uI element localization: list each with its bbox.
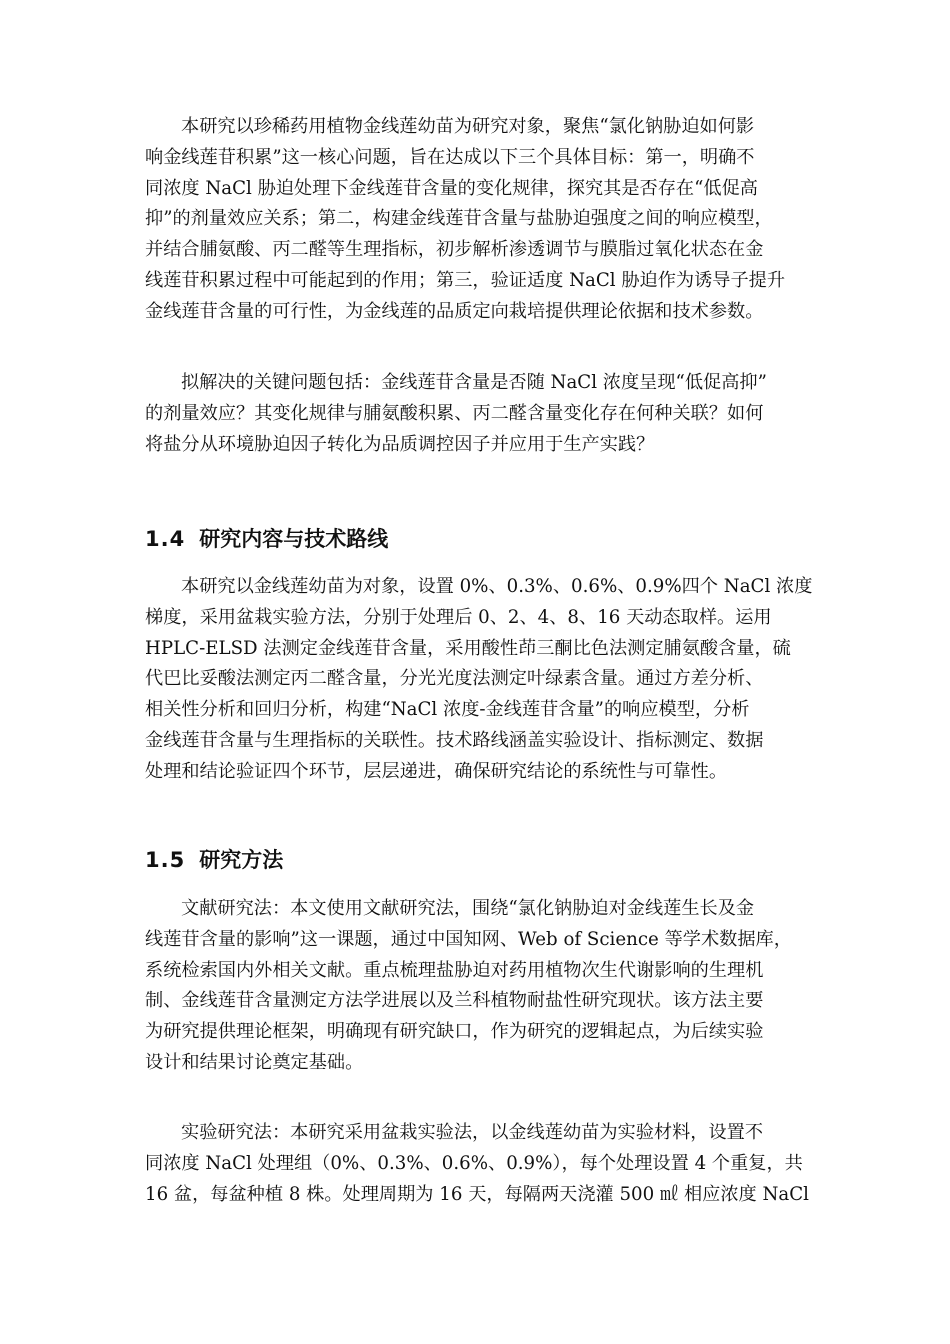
text-line: 文献研究法：本文使用文献研究法，围绕“氯化钠胁迫对金线莲生长及金: [181, 898, 755, 919]
text-line: 响金线莲苷积累”这一核心问题，旨在达成以下三个具体目标：第一，明确不: [145, 146, 755, 168]
text-line: 系统检索国内外相关文献。重点梳理盐胁迫对药用植物次生代谢影响的生理机: [145, 959, 764, 981]
text-line: 线莲苷含量的影响”这一课题，通过中国知网、Web of Science 等学术数据库，: [145, 928, 792, 950]
section-title: 研究内容与技术路线: [199, 527, 389, 551]
text-line: 16 盆，每盆种植 8 株。处理周期为 16 天，每隔两天浇灌 500 ㎖ 相应浓度 NaCl: [145, 1183, 809, 1205]
text-line: 并结合脯氨酸、丙二醛等生理指标，初步解析渗透调节与膜脂过氧化状态在金: [145, 239, 764, 261]
text-line: 拟解决的关键问题包括：金线莲苷含量是否随 NaCl 浓度呈现“低促高抑”: [181, 372, 767, 393]
paragraph-research-content: [145, 572, 812, 788]
section-number: 1.4: [145, 527, 186, 551]
text-line: 代巴比妥酸法测定丙二醛含量，分光光度法测定叶绿素含量。通过方差分析、: [145, 668, 764, 690]
text-line: 金线莲苷含量的可行性，为金线莲的品质定向栽培提供理论依据和技术参数。: [145, 300, 764, 322]
text-line: 制、金线莲苷含量测定方法学进展以及兰科植物耐盐性研究现状。该方法主要: [145, 990, 764, 1012]
text-line: 同浓度 NaCl 胁迫处理下金线莲苷含量的变化规律，探究其是否存在“低促高: [145, 177, 758, 199]
paragraph-experimental-method: [145, 1118, 809, 1210]
section-number: 1.5: [145, 848, 186, 872]
text-line: HPLC-ELSD 法测定金线莲苷含量，采用酸性茚三酮比色法测定脯氨酸含量，硫: [145, 637, 791, 659]
text-line: 实验研究法：本研究采用盆栽实验法，以金线莲幼苗为实验材料，设置不: [181, 1122, 764, 1143]
text-line: 本研究以珍稀药用植物金线莲幼苗为研究对象，聚焦“氯化钠胁迫如何影: [181, 116, 755, 137]
text-line: 梯度，采用盆栽实验方法，分别于处理后 0、2、4、8、16 天动态取样。运用: [145, 606, 772, 628]
paragraph-research-objectives: [145, 112, 785, 328]
text-line: 将盐分从环境胁迫因子转化为品质调控因子并应用于生产实践？: [145, 433, 655, 455]
text-line: 同浓度 NaCl 处理组（0%、0.3%、0.6%、0.9%），每个处理设置 4 个重复，共: [145, 1152, 803, 1174]
paragraph-literature-method: [145, 894, 792, 1079]
paragraph-key-questions: [145, 368, 767, 460]
text-line: 的剂量效应？其变化规律与脯氨酸积累、丙二醛含量变化存在何种关联？如何: [145, 402, 764, 424]
section-heading-1-5: [145, 845, 283, 875]
text-line: 相关性分析和回归分析，构建“NaCl 浓度-金线莲苷含量”的响应模型，分析: [145, 699, 750, 721]
text-line: 线莲苷积累过程中可能起到的作用；第三，验证适度 NaCl 胁迫作为诱导子提升: [145, 269, 786, 291]
section-title: 研究方法: [199, 848, 284, 872]
text-line: 本研究以金线莲幼苗为对象，设置 0%、0.3%、0.6%、0.9%四个 NaCl 浓度: [181, 576, 813, 597]
text-line: 处理和结论验证四个环节，层层递进，确保研究结论的系统性与可靠性。: [145, 760, 728, 782]
text-line: 抑”的剂量效应关系；第二，构建金线莲苷含量与盐胁迫强度之间的响应模型，: [145, 208, 773, 230]
text-line: 为研究提供理论框架，明确现有研究缺口，作为研究的逻辑起点，为后续实验: [145, 1021, 764, 1043]
section-heading-1-4: [145, 524, 388, 554]
text-line: 设计和结果讨论奠定基础。: [145, 1051, 364, 1073]
text-line: 金线莲苷含量与生理指标的关联性。技术路线涵盖实验设计、指标测定、数据: [145, 729, 764, 751]
